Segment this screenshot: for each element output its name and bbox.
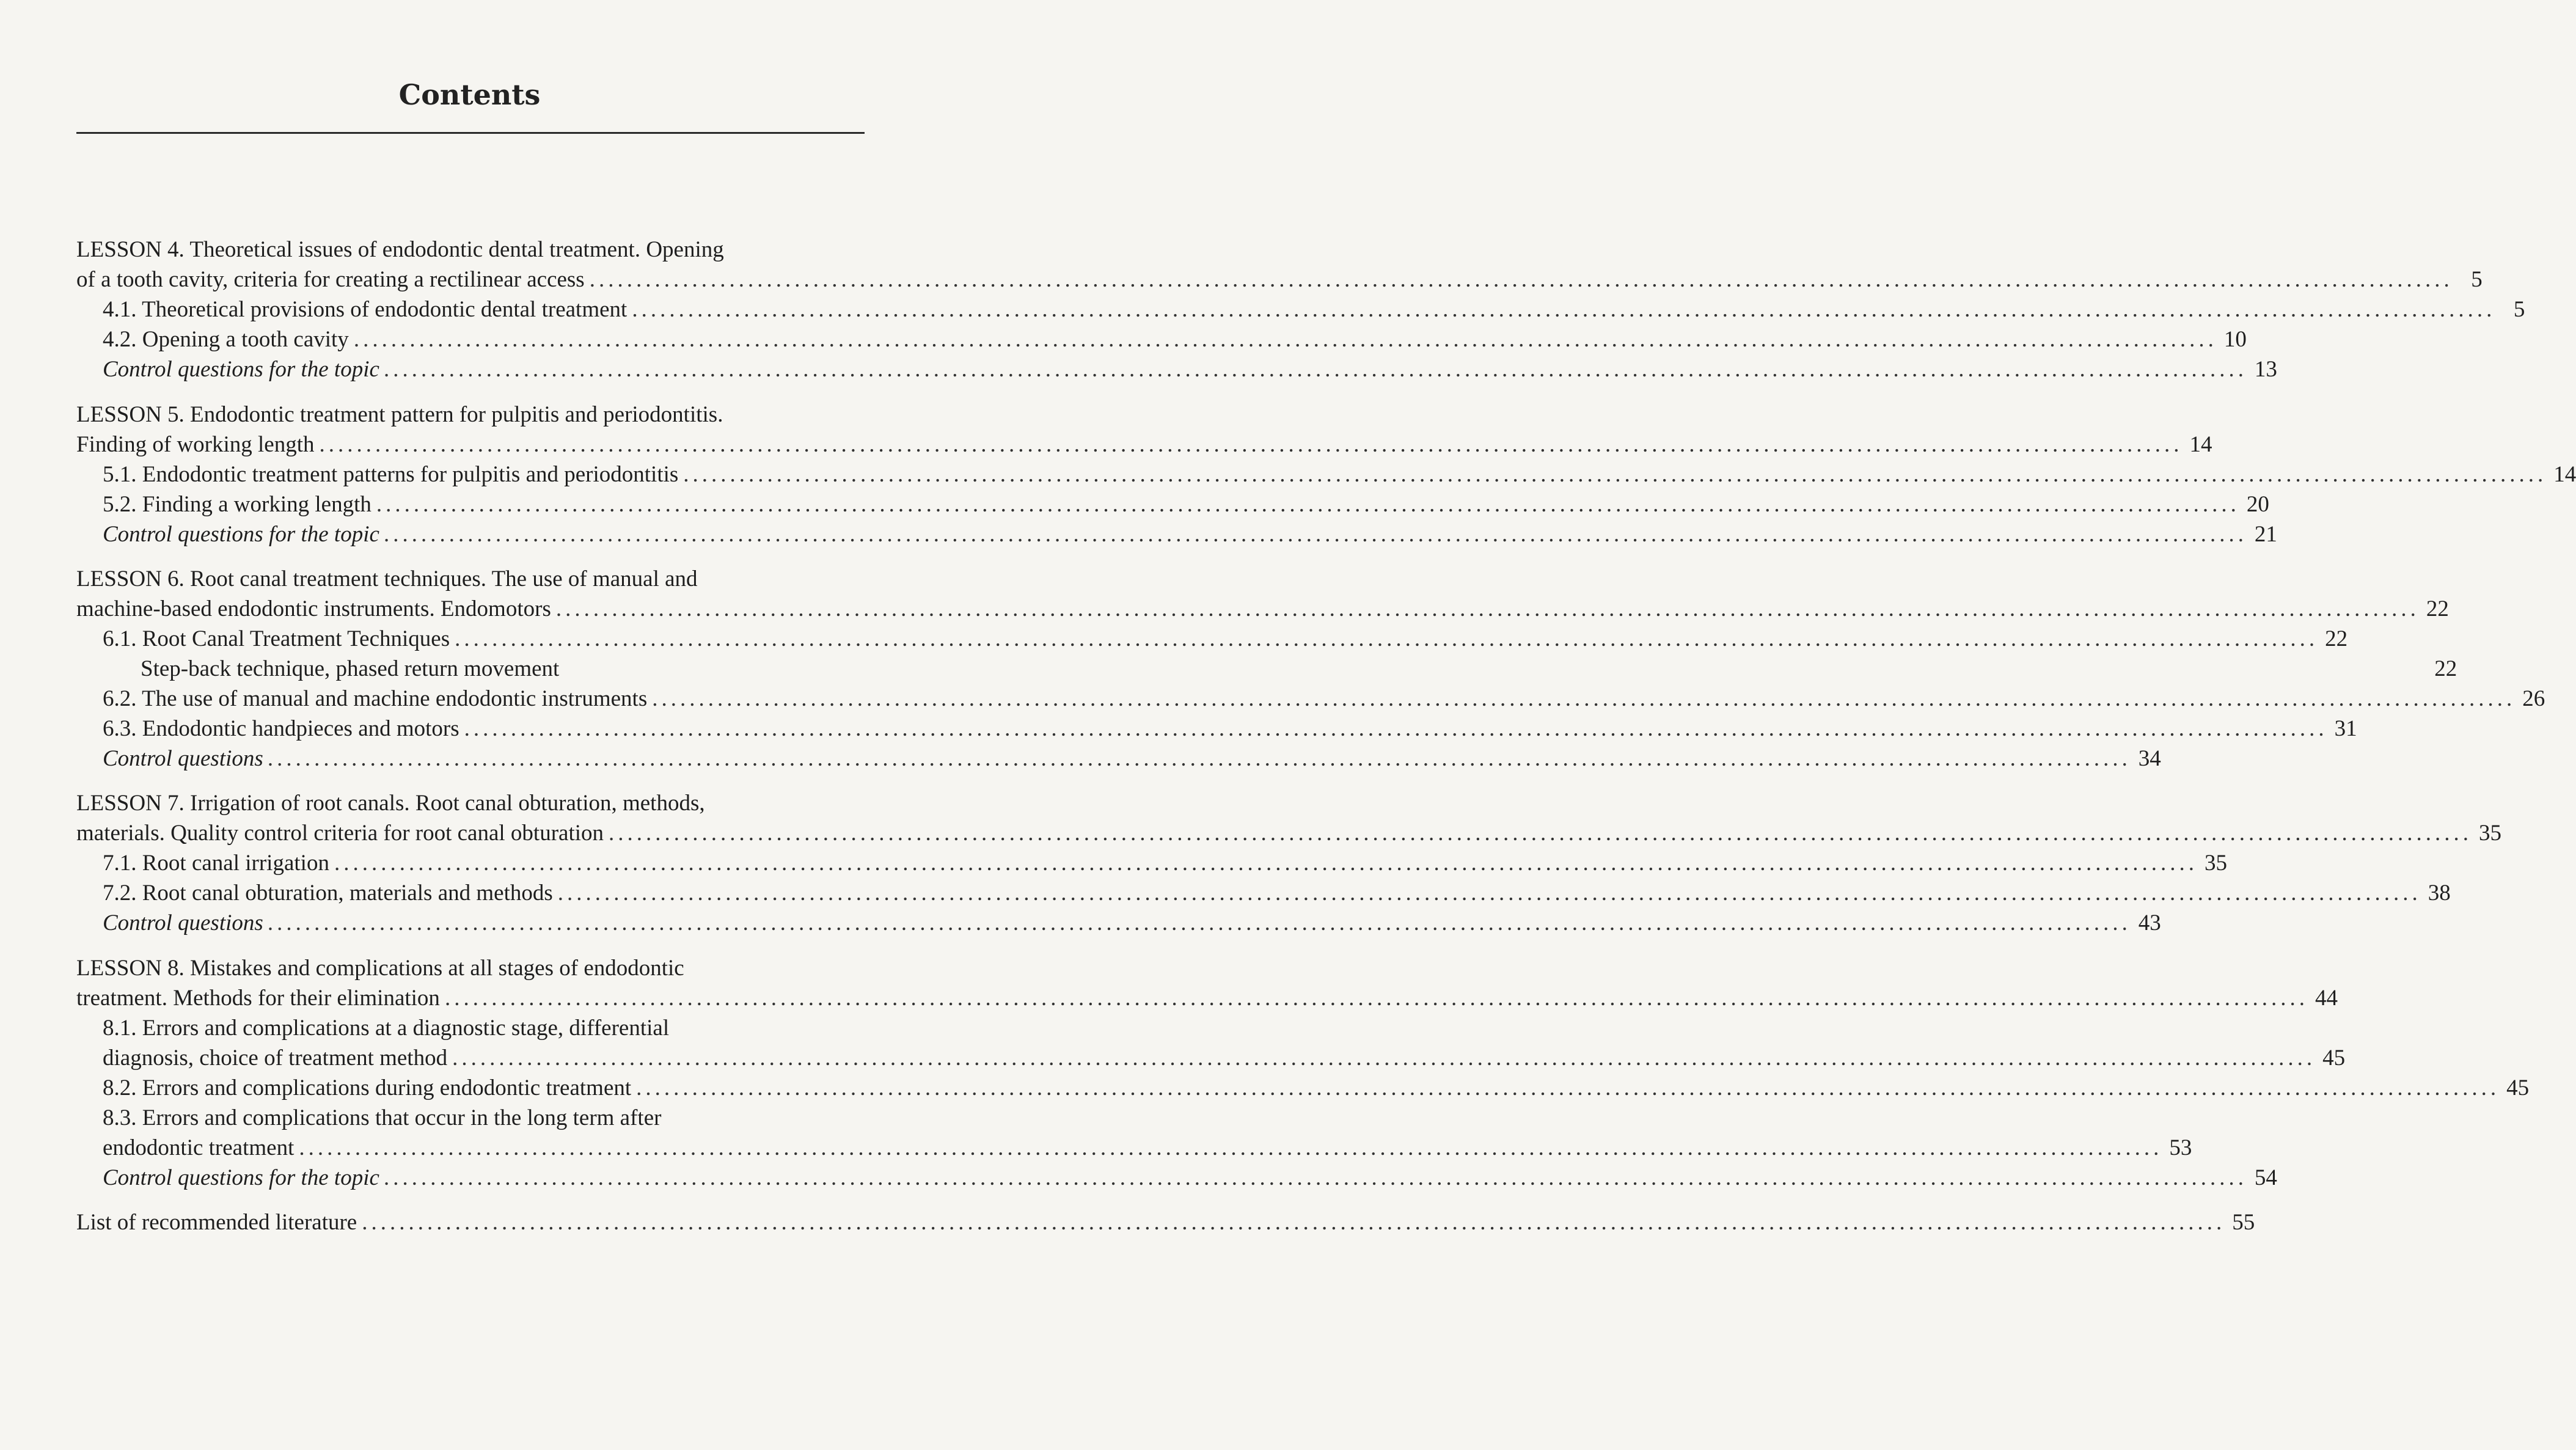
leader-dots: ........................................................................................................................................................................................................ <box>636 1075 2500 1100</box>
toc-entry-text: diagnosis, choice of treatment method <box>103 1045 448 1071</box>
toc-entry-text: Control questions for the topic <box>103 522 379 547</box>
toc-entry-text: LESSON 5. Endodontic treatment pattern for pulpitis and periodontitis. <box>76 402 723 427</box>
toc-entry[interactable] <box>76 265 2483 295</box>
toc-entry[interactable] <box>76 714 2357 744</box>
toc-page-number: 20 <box>2246 492 2269 517</box>
toc-page-number: 26 <box>2522 686 2545 711</box>
toc-entry-text: LESSON 7. Irrigation of root canals. Root canal obturation, methods, <box>76 791 705 816</box>
toc-page-number: 45 <box>2506 1075 2530 1100</box>
lesson-8-block <box>76 953 2530 1193</box>
toc-page-number: 14 <box>2189 432 2212 457</box>
toc-entry[interactable] <box>76 1133 2192 1163</box>
toc-entry[interactable] <box>76 654 2457 684</box>
toc-page-number: 10 <box>2223 327 2247 352</box>
leader-dots: ........................................................................................................................................................................................................ <box>555 596 2420 621</box>
toc-page-number: 35 <box>2204 851 2227 876</box>
toc-page-number: 43 <box>2138 910 2161 936</box>
toc-entry[interactable] <box>76 489 2269 519</box>
leader-dots: ........................................................................................................................................................................................................ <box>319 432 2183 457</box>
toc-entry[interactable] <box>76 788 865 818</box>
leader-dots: ........................................................................................................................................................................................................ <box>452 1045 2316 1071</box>
page-title: Contents <box>398 78 541 111</box>
toc-entry-text: 8.1. Errors and complications at a diagnostic stage, differential <box>103 1016 670 1041</box>
toc-entry-text: 8.3. Errors and complications that occur in the long term after <box>103 1105 662 1130</box>
toc-page-number: 45 <box>2322 1045 2346 1071</box>
literature-block <box>76 1207 2255 1237</box>
toc-entry[interactable] <box>76 430 2212 460</box>
toc-entry-text: 6.2. The use of manual and machine endodontic instruments <box>103 686 648 711</box>
toc-entry-text: 7.2. Root canal obturation, materials and methods <box>103 881 553 906</box>
toc-entry-text: Control questions for the topic <box>103 1165 379 1190</box>
leader-dots: ........................................................................................................................................................................................................ <box>683 462 2547 487</box>
lesson-4-block <box>76 235 2525 384</box>
toc-entry-text: 5.1. Endodontic treatment patterns for pulpitis and periodontitis <box>103 462 679 487</box>
toc-entry[interactable] <box>76 354 2277 384</box>
toc-entry-text: LESSON 4. Theoretical issues of endodontic dental treatment. Opening <box>76 237 724 262</box>
toc-entry[interactable] <box>76 519 2277 549</box>
toc-entry-text: of a tooth cavity, criteria for creating a rectilinear access <box>76 267 585 292</box>
leader-dots: ........................................................................................................................................................................................................ <box>464 716 2328 741</box>
toc-entry[interactable] <box>76 235 865 265</box>
toc-entry[interactable] <box>76 594 2449 624</box>
toc-entry[interactable] <box>76 1043 2346 1073</box>
leader-dots: ........................................................................................................................................................................................................ <box>632 297 2496 322</box>
toc-page-number: 54 <box>2254 1165 2277 1190</box>
leader-dots: ........................................................................................................................................................................................................ <box>652 686 2516 711</box>
toc-page-number: 22 <box>2325 626 2348 651</box>
toc-entry[interactable] <box>76 848 2227 878</box>
toc-entry-text: Control questions for the topic <box>103 357 379 382</box>
toc-entry[interactable] <box>76 953 865 983</box>
leader-dots: ........................................................................................................................................................................................................ <box>609 821 2473 846</box>
leader-dots: ........................................................................................................................................................................................................ <box>589 267 2453 292</box>
leader-dots: ........................................................................................................................................................................................................ <box>384 357 2248 382</box>
toc-entry-text: LESSON 6. Root canal treatment techniques. The use of manual and <box>76 566 698 591</box>
toc-entry[interactable] <box>76 564 865 594</box>
toc-entry-text: 4.2. Opening a tooth cavity <box>103 327 349 352</box>
leader-dots: ........................................................................................................................................................................................................ <box>362 1210 2226 1235</box>
toc-entry[interactable] <box>76 324 2247 354</box>
toc-entry-text: Finding of working length <box>76 432 315 457</box>
leader-dots: ........................................................................................................................................................................................................ <box>444 986 2308 1011</box>
toc-page-number: 22 <box>2426 596 2449 621</box>
toc-entry-text: materials. Quality control criteria for root canal obturation <box>76 821 604 846</box>
leader-dots: ........................................................................................................................................................................................................ <box>353 327 2217 352</box>
toc-entry[interactable] <box>76 1073 2530 1103</box>
toc-entry-text: machine-based endodontic instruments. Endomotors <box>76 596 551 621</box>
toc-page-number: 38 <box>2428 881 2451 906</box>
toc-entry-text: treatment. Methods for their elimination <box>76 986 440 1011</box>
toc-entry[interactable] <box>76 818 2502 848</box>
toc-entry-text: Step-back technique, phased return movement <box>141 656 560 681</box>
toc-entry[interactable] <box>76 744 2161 774</box>
toc-entry-text: Control questions <box>103 746 263 771</box>
toc-page-number: 13 <box>2254 357 2277 382</box>
toc-entry[interactable] <box>76 624 2348 654</box>
toc-entry-text: List of recommended literature <box>76 1210 357 1235</box>
toc-entry-text: 6.1. Root Canal Treatment Techniques <box>103 626 450 651</box>
toc-entry-text: 8.2. Errors and complications during endodontic treatment <box>103 1075 632 1100</box>
toc-page-number: 53 <box>2169 1135 2192 1160</box>
toc-page-number: 22 <box>2434 656 2457 681</box>
lesson-7-block <box>76 788 2502 938</box>
toc-entry-text: 4.1. Theoretical provisions of endodontic dental treatment <box>103 297 628 322</box>
leader-dots: ........................................................................................................................................................................................................ <box>384 1165 2248 1190</box>
toc-page-number: 35 <box>2479 821 2502 846</box>
leader-dots: ........................................................................................................................................................................................................ <box>299 1135 2163 1160</box>
toc-entry-text: 6.3. Endodontic handpieces and motors <box>103 716 459 741</box>
toc-entry[interactable] <box>76 878 2451 908</box>
toc-entry-text: 7.1. Root canal irrigation <box>103 851 329 876</box>
leader-dots: ........................................................................................................................................................................................................ <box>384 522 2248 547</box>
leader-dots: ........................................................................................................................................................................................................ <box>455 626 2319 651</box>
leader-dots: ........................................................................................................................................................................................................ <box>268 746 2132 771</box>
leader-dots: ........................................................................................................................................................................................................ <box>557 881 2421 906</box>
toc-entry[interactable] <box>76 908 2161 938</box>
toc-page-number: 34 <box>2138 746 2161 771</box>
toc-entry-text: endodontic treatment <box>103 1135 295 1160</box>
toc-page-number: 14 <box>2553 462 2576 487</box>
lesson-6-block <box>76 564 2545 774</box>
toc-entry[interactable] <box>76 400 865 430</box>
toc-entry[interactable] <box>76 684 2545 714</box>
toc-entry-text: Control questions <box>103 910 263 936</box>
toc-page-number: 55 <box>2232 1210 2255 1235</box>
toc-page-number: 44 <box>2314 986 2338 1011</box>
toc-page-number: 5 <box>2471 267 2483 292</box>
lesson-5-block <box>76 400 2576 549</box>
toc-entry-text: LESSON 8. Mistakes and complications at all stages of endodontic <box>76 956 684 981</box>
toc-entry[interactable] <box>76 460 2576 489</box>
toc-page-number: 5 <box>2513 297 2525 322</box>
toc-page-number: 31 <box>2334 716 2357 741</box>
toc-page-number: 21 <box>2254 522 2277 547</box>
toc-entry[interactable] <box>76 1013 865 1043</box>
title-divider <box>76 132 865 134</box>
leader-dots: ........................................................................................................................................................................................................ <box>334 851 2198 876</box>
toc-entry[interactable] <box>76 1207 2255 1237</box>
leader-dots: ........................................................................................................................................................................................................ <box>376 492 2240 517</box>
toc-entry[interactable] <box>76 1103 865 1133</box>
toc-entry-text: 5.2. Finding a working length <box>103 492 371 517</box>
toc-entry[interactable] <box>76 983 2338 1013</box>
leader-dots: ........................................................................................................................................................................................................ <box>268 910 2132 936</box>
toc-entry[interactable] <box>76 295 2525 324</box>
toc-entry[interactable] <box>76 1163 2277 1193</box>
